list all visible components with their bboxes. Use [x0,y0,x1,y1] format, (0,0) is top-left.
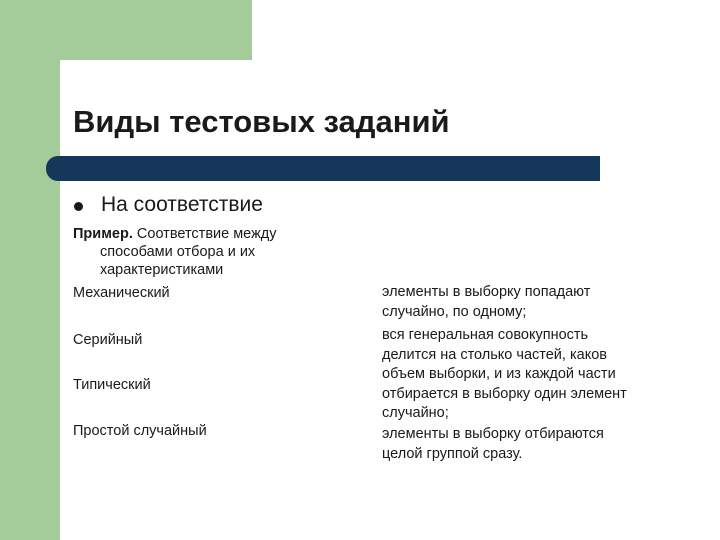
right-item-2-line-5: случайно; [382,405,449,421]
decorative-green-band-top [0,0,252,60]
right-item-2-line-3: объем выборки, и из каждой части [382,366,616,382]
example-block [73,225,323,279]
slide-title: Виды тестовых заданий [73,104,450,139]
right-item-3 [382,425,682,464]
right-item-2-line-1: вся генеральная совокупность [382,327,589,343]
example-text-1: Соответствие между [132,226,277,242]
example-text-2: способами отбора и их [100,244,256,260]
right-item-3-line-1: элементы в выборку отбираются [382,426,604,442]
left-item-mechanical: Механический [73,285,170,301]
right-item-1-line-2: случайно, по одному; [382,303,527,320]
bullet-dot-icon [74,202,83,211]
left-item-typical: Типический [73,377,151,393]
right-item-2-line-4: отбирается в выборку один элемент [382,385,627,402]
right-item-1 [382,283,682,322]
example-text-3: характеристиками [100,262,224,278]
right-item-3-line-2: целой группой сразу. [382,445,523,462]
title-underline-bar [46,156,600,181]
right-item-1-line-1: элементы в выборку попадают [382,284,591,300]
decorative-rounded-corner [60,60,100,100]
left-item-serial: Серийный [73,332,143,348]
right-item-2-line-2: делится на столько частей, каков [382,346,607,363]
left-item-simple-random: Простой случайный [73,423,207,439]
bullet-text: На соответствие [101,193,263,216]
decorative-green-band-vertical [0,0,60,540]
example-label: Пример. [73,226,133,242]
example-line-1 [73,225,323,243]
right-item-2 [382,326,682,424]
